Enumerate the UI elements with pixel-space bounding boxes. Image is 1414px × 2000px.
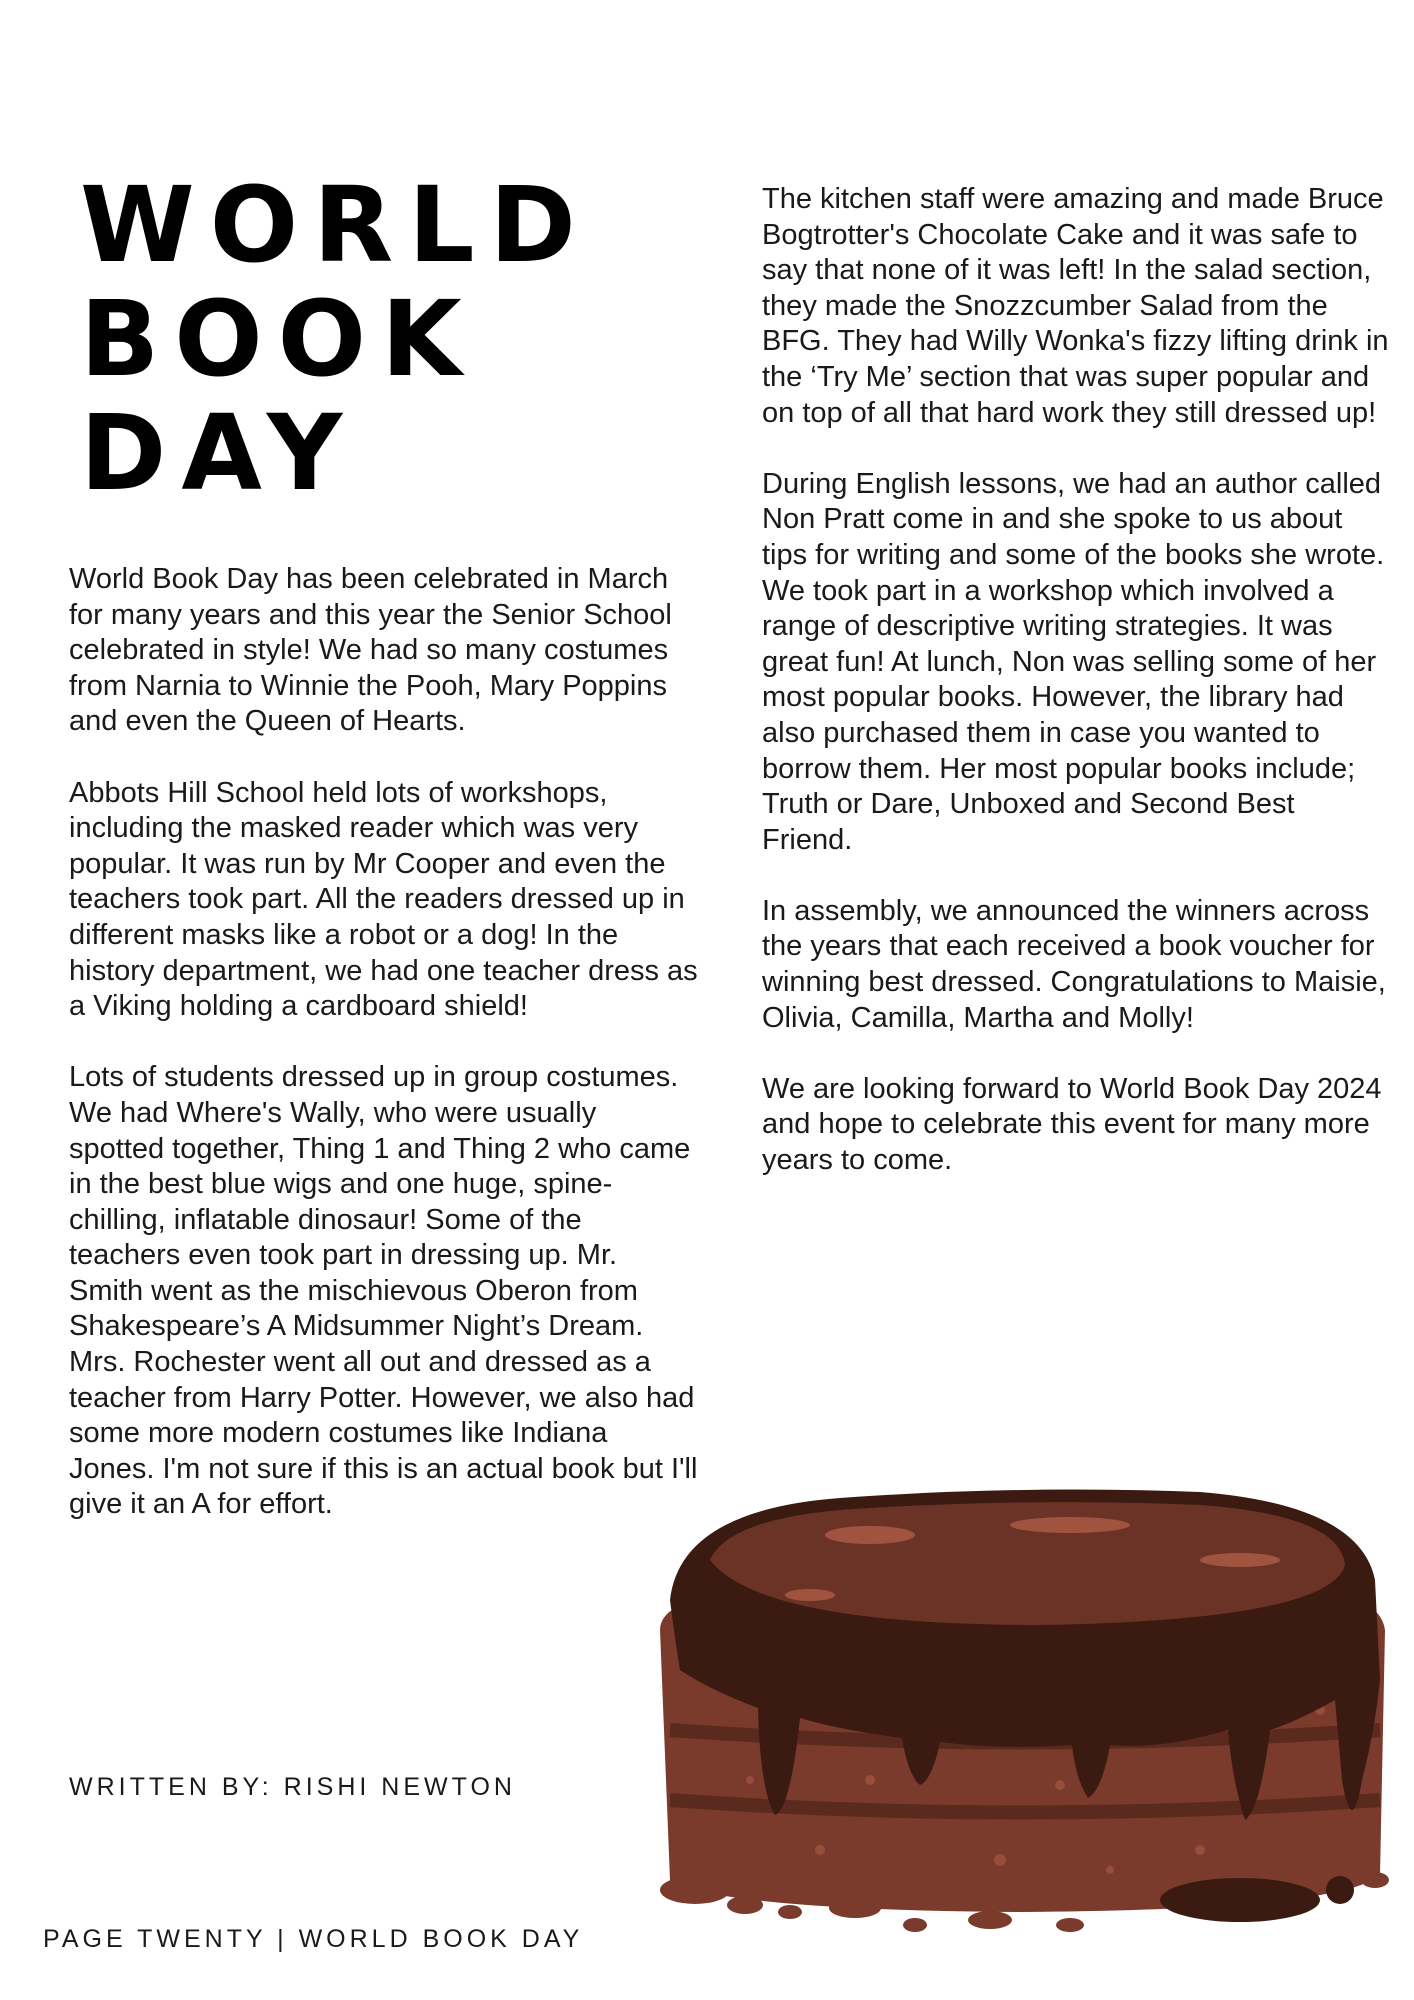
paragraph-assembly: In assembly, we announced the winners across the years that each received a book voucher for winning best dressed. Congratulations to Maisie, Olivia, Camilla, Martha and Molly! [762,894,1386,1034]
paragraph-intro: World Book Day has been celebrated in March for many years and this year the Senior School celebrated in style! We had so many costumes from Narnia to Winnie the Pooh, Mary Poppins and even the Queen of Hearts. [69,563,672,738]
title-line-2: BOOK [80,278,477,400]
paragraph-author: During English lessons, we had an author called Non Pratt come in and she spoke to us about tips for writing and some of the books she wrote. We took part in a workshop which involved a range of descriptive writing strategies. It was great fun! At lunch, Non was selling some of her most popular books. However, the library had also purchased them in case you wanted to borrow them. Her most popular books include; Truth or Dare, Unboxed and Second Best Friend. [762,467,1385,856]
article-right-column [762,182,1392,1214]
page-title [80,164,591,514]
paragraph-workshops: Abbots Hill School held lots of workshops, including the masked reader which was very popular. It was run by Mr Cooper and even the teachers took part. All the readers dressed up in different masks like a robot or a dog! In the history department, we had one teacher dress as a Viking holding a cardboard shield! [69,776,698,1023]
page-footer: PAGE TWENTY | WORLD BOOK DAY [43,1925,584,1953]
paragraph-closing: We are looking forward to World Book Day 2024 and hope to celebrate this event for many more years to come. [762,1072,1382,1177]
byline: WRITTEN BY: RISHI NEWTON [69,1773,516,1801]
paragraph-kitchen: The kitchen staff were amazing and made Bruce Bogtrotter's Chocolate Cake and it was safe to say that none of it was left! In the salad section, they made the Snozzcumber Salad from the BFG. They had Willy Wonka's fizzy lifting drink in the ‘Try Me’ section that was super popular and on top of all that hard work they still dressed up! [762,183,1389,429]
title-line-1: WORLD [80,164,591,286]
article-left-column [69,562,699,1559]
paragraph-costumes: Lots of students dressed up in group costumes. We had Where's Wally, who were usually spotted together, Thing 1 and Thing 2 who came in the best blue wigs and one huge, spine-chilling, inflatable dinosaur! Some of the teachers even took part in dressing up. Mr. Smith went as the mischievous Oberon from Shakespeare’s A Midsummer Night’s Dream. Mrs. Rochester went all out and dressed as a teacher from Harry Potter. However, we also had some more modern costumes like Indiana Jones. I'm not sure if this is an actual book but I'll give it an A for effort. [69,1061,698,1521]
chocolate-cake-icon [640,1480,1400,1940]
title-line-3: DAY [80,392,358,514]
